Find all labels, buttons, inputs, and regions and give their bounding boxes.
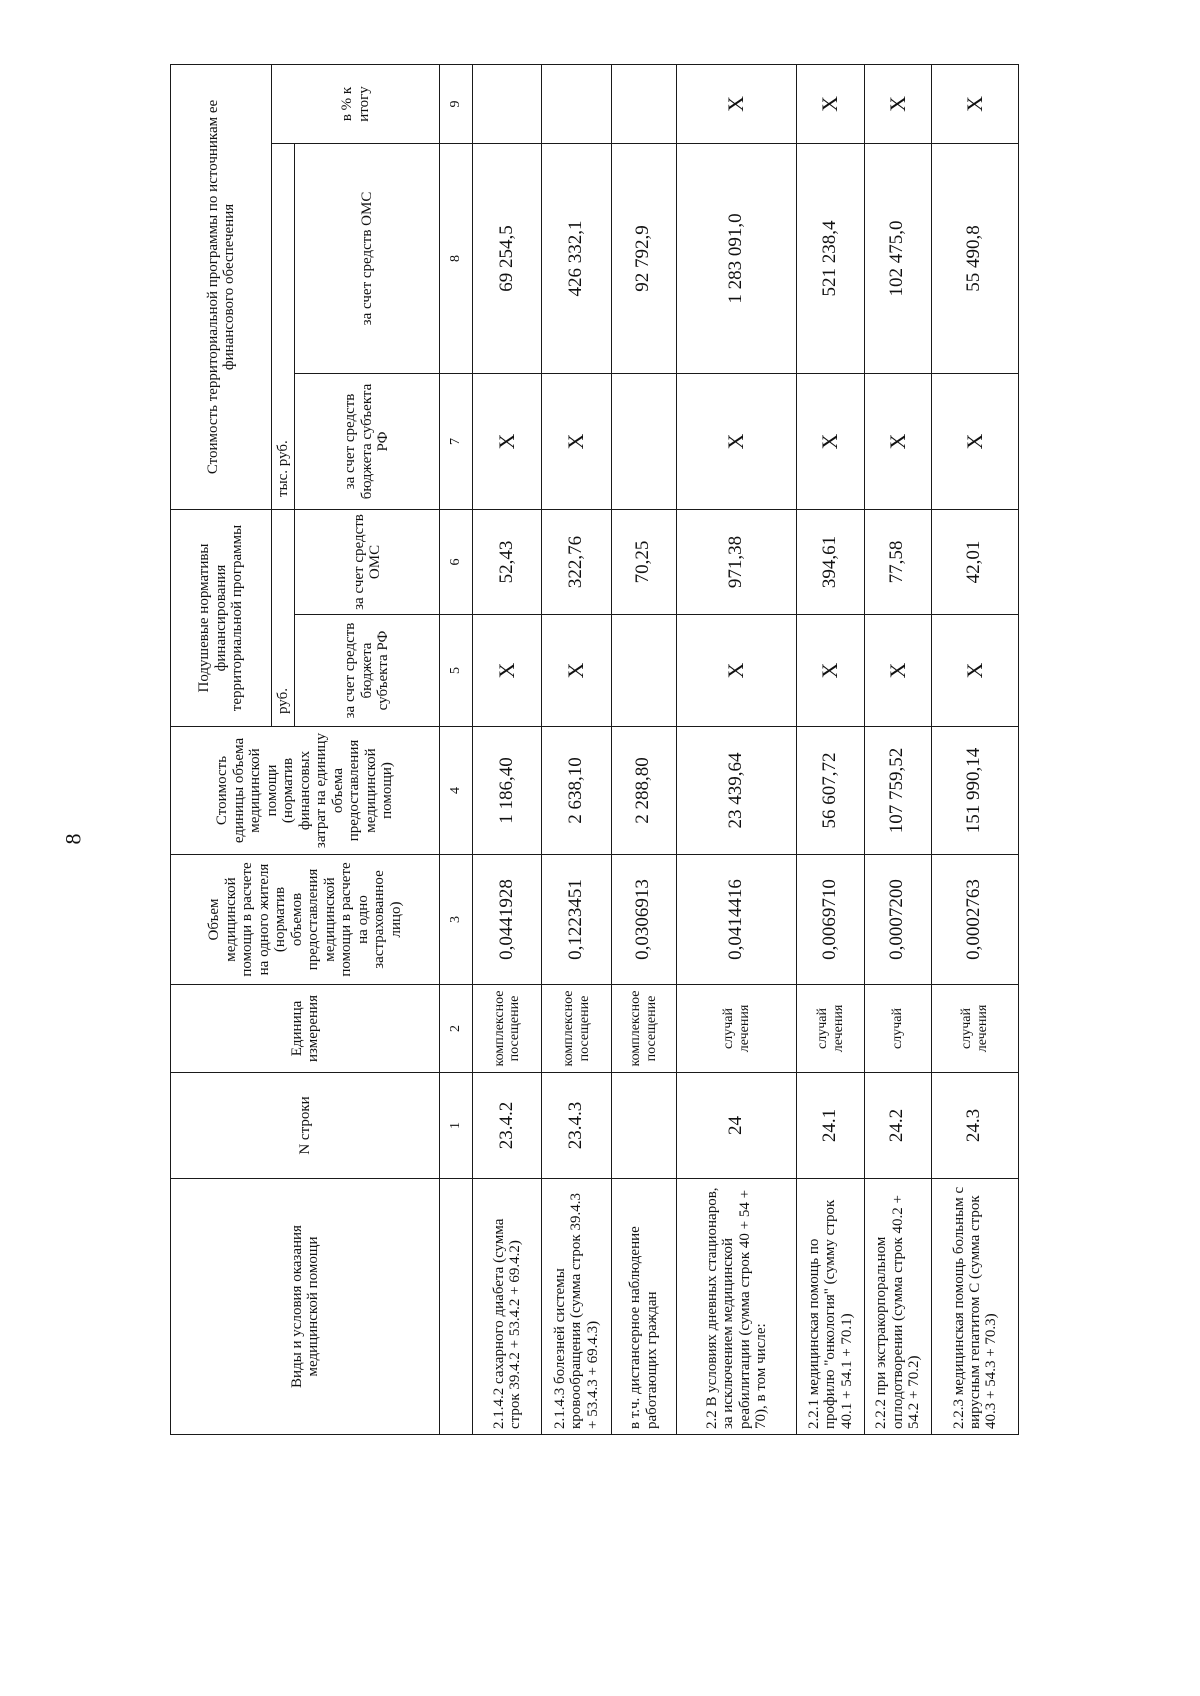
row-line-number: 24.2: [864, 1073, 931, 1179]
column-number: 2: [440, 985, 473, 1073]
row-per-capita-oms: 971,38: [676, 509, 797, 614]
row-unit: комплексное посещение: [611, 985, 676, 1073]
row-line-number: 24.3: [931, 1073, 1018, 1179]
table-row: [797, 64, 864, 1434]
row-volume: 0,1223451: [542, 855, 611, 985]
row-percent: [473, 64, 542, 143]
row-description: 2.2.1 медицинская помощь по профилю "онкология" (сумму строк 40.1 + 54.1 + 70.1): [797, 1179, 864, 1435]
page-number: 8: [60, 833, 86, 845]
header-line-no: N строки: [171, 1073, 440, 1179]
row-total-oms: 69 254,5: [473, 143, 542, 373]
column-number: 7: [440, 373, 473, 509]
column-number-row: [440, 64, 473, 1434]
row-per-capita-budget: X: [864, 615, 931, 727]
row-per-capita-oms: 52,43: [473, 509, 542, 614]
header-cost-by-source: Стоимость территориальной программы по источникам ее финансового обеспечения: [171, 64, 272, 509]
row-unit-cost: 151 990,14: [931, 727, 1018, 855]
column-number: 1: [440, 1073, 473, 1179]
header-budget-per-capita: за счет средств бюджета субъекта РФ: [295, 615, 440, 727]
header-kind: Виды и условия оказания медицинской помощи: [171, 1179, 440, 1435]
row-per-capita-oms: 394,61: [797, 509, 864, 614]
row-volume: 0,0414416: [676, 855, 797, 985]
row-total-oms: 55 490,8: [931, 143, 1018, 373]
table-row: [542, 64, 611, 1434]
column-number: 3: [440, 855, 473, 985]
table-row: [611, 64, 676, 1434]
document-table-container: [170, 65, 1019, 1435]
row-per-capita-oms: 322,76: [542, 509, 611, 614]
row-unit: случай лечения: [931, 985, 1018, 1073]
row-unit: случай лечения: [676, 985, 797, 1073]
row-line-number: 23.4.2: [473, 1073, 542, 1179]
row-total-budget: [611, 373, 676, 509]
row-total-budget: X: [473, 373, 542, 509]
column-number: 9: [440, 64, 473, 143]
row-unit: комплексное посещение: [473, 985, 542, 1073]
row-unit-cost: 2 288,80: [611, 727, 676, 855]
row-unit-cost: 2 638,10: [542, 727, 611, 855]
header-percent: в % к итогу: [272, 64, 440, 143]
table-row: [931, 64, 1018, 1434]
row-per-capita-oms: 70,25: [611, 509, 676, 614]
row-description: 2.1.4.2 сахарного диабета (сумма строк 39.4.2 + 53.4.2 + 69.4.2): [473, 1179, 542, 1435]
row-unit: случай: [864, 985, 931, 1073]
column-number: [440, 1179, 473, 1435]
row-line-number: 24: [676, 1073, 797, 1179]
row-per-capita-oms: 77,58: [864, 509, 931, 614]
row-percent: X: [931, 64, 1018, 143]
header-thous-rub: тыс. руб.: [272, 143, 295, 509]
row-per-capita-oms: 42,01: [931, 509, 1018, 614]
header-volume: Объем медицинской помощи в расчете на одного жителя (норматив объемов предоставления медицинской помощи в расчете на одно застрахованное лицо): [171, 855, 440, 985]
header-budget-total: за счет средств бюджета субъекта РФ: [295, 373, 440, 509]
row-total-oms: 92 792,9: [611, 143, 676, 373]
row-per-capita-budget: X: [676, 615, 797, 727]
row-unit-cost: 1 186,40: [473, 727, 542, 855]
row-volume: 0,0069710: [797, 855, 864, 985]
row-total-oms: 521 238,4: [797, 143, 864, 373]
row-volume: 0,0007200: [864, 855, 931, 985]
row-line-number: 24.1: [797, 1073, 864, 1179]
header-oms-total: за счет средств ОМС: [295, 143, 440, 373]
row-volume: 0,0306913: [611, 855, 676, 985]
column-number: 4: [440, 727, 473, 855]
column-number: 8: [440, 143, 473, 373]
row-total-budget: X: [864, 373, 931, 509]
row-line-number: 23.4.3: [542, 1073, 611, 1179]
header-oms-per-capita: за счет средств ОМС: [295, 509, 440, 614]
row-unit-cost: 23 439,64: [676, 727, 797, 855]
row-percent: [611, 64, 676, 143]
tariff-table: [170, 64, 1019, 1435]
row-description: 2.1.4.3 болезней системы кровообращения (сумма строк 39.4.3 + 53.4.3 + 69.4.3): [542, 1179, 611, 1435]
row-unit-cost: 107 759,52: [864, 727, 931, 855]
row-total-budget: X: [797, 373, 864, 509]
row-per-capita-budget: [611, 615, 676, 727]
row-unit-cost: 56 607,72: [797, 727, 864, 855]
row-description: в т.ч. дистансерное наблюдение работающих граждан: [611, 1179, 676, 1435]
row-total-oms: 102 475,0: [864, 143, 931, 373]
row-unit: случай лечения: [797, 985, 864, 1073]
row-volume: 0,0002763: [931, 855, 1018, 985]
header-rub: руб.: [272, 509, 295, 726]
row-volume: 0,0441928: [473, 855, 542, 985]
header-per-capita: Подушевые нормативы финансирования территориальной программы: [171, 509, 272, 726]
row-per-capita-budget: X: [473, 615, 542, 727]
table-row: [676, 64, 797, 1434]
row-total-budget: X: [676, 373, 797, 509]
row-percent: [542, 64, 611, 143]
header-unit: Единица измерения: [171, 985, 440, 1073]
table-row: [473, 64, 542, 1434]
row-description: 2.2.2 при экстракорпоральном оплодотворении (сумма строк 40.2 + 54.2 + 70.2): [864, 1179, 931, 1435]
table-row: [864, 64, 931, 1434]
row-description: 2.2.3 медицинская помощь больным с вирусным гепатитом С (сумма строк 40.3 + 54.3 + 70.3): [931, 1179, 1018, 1435]
row-per-capita-budget: X: [797, 615, 864, 727]
row-total-oms: 426 332,1: [542, 143, 611, 373]
row-total-oms: 1 283 091,0: [676, 143, 797, 373]
row-unit: комплексное посещение: [542, 985, 611, 1073]
row-per-capita-budget: X: [931, 615, 1018, 727]
column-number: 6: [440, 509, 473, 614]
row-total-budget: X: [931, 373, 1018, 509]
row-percent: X: [676, 64, 797, 143]
row-description: 2.2 В условиях дневных стационаров, за исключением медицинской реабилитации (сумма строк 40 + 54 + 70), в том числе:: [676, 1179, 797, 1435]
row-per-capita-budget: X: [542, 615, 611, 727]
row-total-budget: X: [542, 373, 611, 509]
row-percent: X: [864, 64, 931, 143]
row-percent: X: [797, 64, 864, 143]
column-number: 5: [440, 615, 473, 727]
row-line-number: [611, 1073, 676, 1179]
header-unit-cost: Стоимость единицы объема медицинской помощи (норматив финансовых затрат на единицу объема предоставления медицинской помощи): [171, 727, 440, 855]
